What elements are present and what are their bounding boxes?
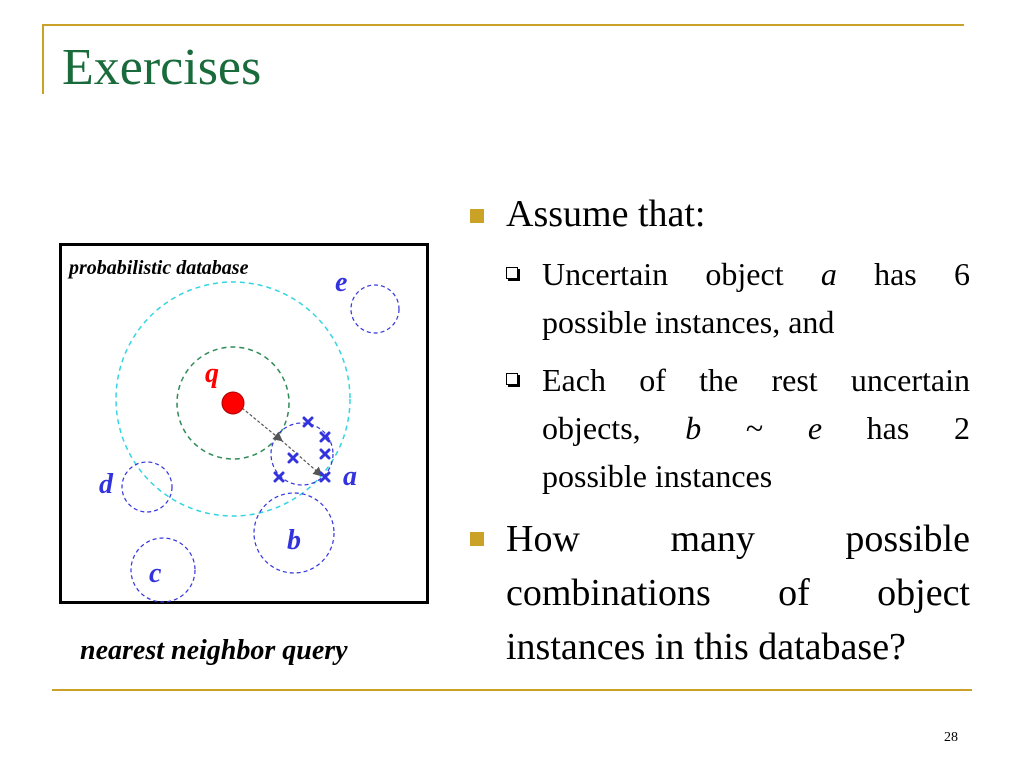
word: possible: [845, 518, 970, 560]
word: rest: [771, 362, 818, 398]
word: 2: [953, 410, 970, 446]
variable-e: e: [807, 410, 823, 446]
sub2-line-1: [542, 356, 970, 404]
top-left-vertical-rule: [42, 24, 44, 94]
label-q: q: [205, 358, 219, 389]
question-line-1: [506, 512, 970, 566]
box-label: probabilistic database: [69, 257, 249, 279]
word: has: [874, 256, 917, 292]
word: many: [670, 518, 755, 560]
word: of: [778, 572, 810, 614]
checkbox-bullet-icon: [506, 373, 518, 385]
square-bullet-icon: [470, 532, 484, 546]
word: has: [866, 410, 910, 446]
word: objects,: [542, 410, 641, 446]
word: Each: [542, 362, 606, 398]
word: uncertain: [850, 362, 970, 398]
slide-title: Exercises: [62, 39, 262, 96]
question-line-3: instances in this database?: [506, 626, 906, 668]
bottom-rule: [52, 689, 972, 691]
object-e-circle: [351, 285, 399, 333]
word: How: [506, 518, 580, 560]
checkbox-bullet-icon: [506, 267, 518, 279]
sub2-line-2: [542, 404, 970, 452]
word: of: [639, 362, 666, 398]
nn-arrow-1: [242, 408, 281, 440]
variable-a: a: [820, 256, 837, 292]
label-c: c: [149, 558, 162, 589]
instance-a-1: [304, 418, 312, 426]
word: the: [699, 362, 739, 398]
label-e: e: [335, 267, 348, 298]
object-d-circle: [122, 462, 172, 512]
word: object: [877, 572, 970, 614]
question-line-2: [506, 566, 970, 620]
nn-arrow-2: [281, 440, 321, 475]
query-point: [222, 392, 244, 414]
tilde-symbol: ~: [745, 410, 764, 446]
sub2-line-3: possible instances: [542, 458, 773, 494]
label-a: a: [343, 461, 357, 492]
sub1-line-1: [542, 250, 970, 298]
instance-a-3: [321, 450, 329, 458]
word: object: [705, 256, 784, 292]
word: Uncertain: [542, 256, 669, 292]
top-horizontal-rule: [42, 24, 964, 26]
label-b: b: [287, 525, 301, 556]
bullet-assume-text: Assume that:: [506, 193, 706, 235]
figure-caption: nearest neighbor query: [80, 635, 348, 666]
instance-a-4: [289, 454, 297, 462]
variable-b: b: [685, 410, 702, 446]
word: combinations: [506, 572, 711, 614]
square-bullet-icon: [470, 209, 484, 223]
sub1-line-2: possible instances, and: [542, 304, 835, 340]
word: 6: [954, 256, 970, 292]
page-number: 28: [944, 730, 958, 745]
label-d: d: [99, 469, 113, 500]
object-c-circle: [131, 538, 195, 602]
nearest-neighbor-diagram: [59, 243, 429, 604]
